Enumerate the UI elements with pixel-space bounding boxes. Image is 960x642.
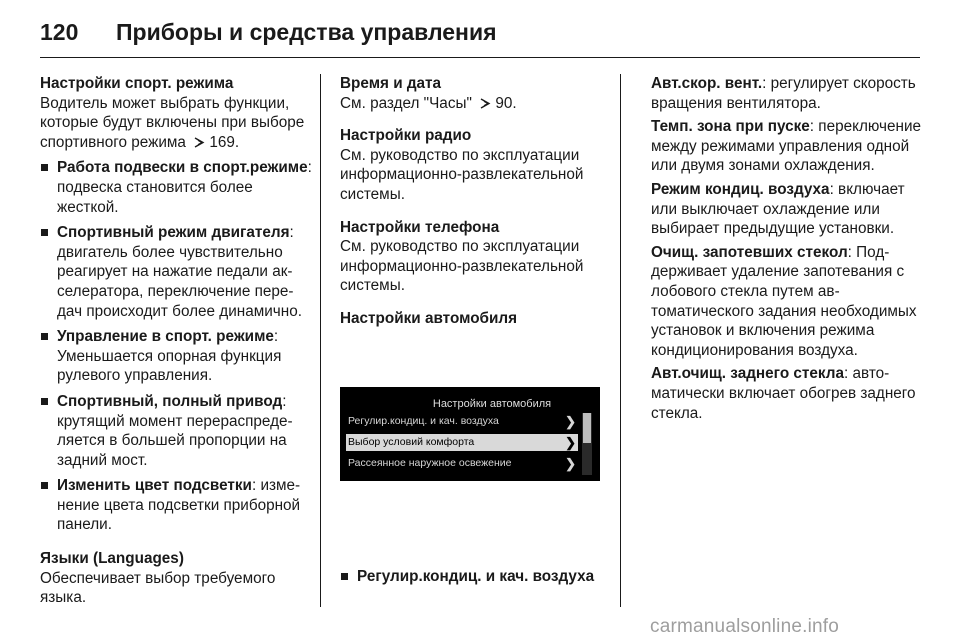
section-title-vehicle: Настройки автомобиля bbox=[340, 309, 518, 327]
option-term: Работа подвески в спорт.режиме bbox=[57, 159, 308, 177]
option-term: Регулир.кондиц. и кач. воздуха bbox=[357, 567, 595, 585]
option-term: Спортивный, полный привод bbox=[57, 392, 283, 410]
chapter-title: Приборы и средства управления bbox=[116, 19, 497, 45]
option-desc: : крутящий момент перераспределяется в большей пропорции на задний мост. bbox=[57, 392, 293, 469]
sport-intro bbox=[40, 94, 312, 153]
bullet-icon bbox=[41, 482, 48, 489]
option-term: Очищ. запотевших стекол bbox=[651, 243, 848, 261]
chevron-right-icon: ❯ bbox=[565, 434, 576, 450]
column-left bbox=[40, 74, 312, 608]
section-title-time: Время и дата bbox=[340, 75, 442, 92]
climate-option bbox=[651, 180, 923, 239]
option-term: Изменить цвет подсветки bbox=[57, 477, 252, 495]
column-divider-left bbox=[320, 74, 321, 607]
header-rule bbox=[40, 57, 920, 58]
display-row-label: Регулир.кондиц. и кач. воздуха bbox=[348, 414, 499, 427]
column-middle bbox=[340, 74, 604, 600]
list-item bbox=[40, 392, 312, 470]
option-term: Спортивный режим двигателя bbox=[57, 224, 290, 242]
option-desc: : Поддерживает удаление запотевания с лобового стекла путем автоматического задания необходимых установок и включения режима кондиционирования воздуха. bbox=[651, 243, 917, 359]
watermark: carmanualsonline.info bbox=[650, 616, 840, 637]
display-row-label: Рассеянное наружное освежение bbox=[348, 456, 512, 469]
languages-text: Обеспечивает выбор требуемого языка. bbox=[40, 569, 276, 607]
vehicle-options-list bbox=[340, 567, 604, 587]
climate-option bbox=[651, 364, 923, 423]
option-term: Темп. зона при пуске bbox=[651, 118, 810, 136]
bullet-icon bbox=[41, 164, 48, 171]
section-title-sport: Настройки спорт. режима bbox=[40, 75, 234, 92]
list-item bbox=[40, 327, 312, 386]
page-ref-icon bbox=[480, 98, 491, 109]
sport-intro-text: Водитель может выбрать функции, которые будут включены при выборе спортивного режима bbox=[40, 94, 305, 151]
page-number: 120 bbox=[40, 19, 79, 45]
bullet-icon bbox=[41, 398, 48, 405]
page-header bbox=[40, 13, 920, 55]
display-title: Настройки автомобиля bbox=[432, 397, 552, 410]
time-text: См. раздел "Часы" bbox=[340, 94, 472, 112]
display-scrollbar-thumb bbox=[583, 413, 591, 443]
option-term: Управление в спорт. режиме bbox=[57, 328, 274, 346]
option-desc: : изменение цвета подсветки приборной панели. bbox=[57, 477, 301, 534]
option-desc: : автоматически включает обогрев заднего стекла. bbox=[651, 365, 916, 422]
time-ref-page: 90. bbox=[491, 94, 517, 112]
sport-ref-page: 169. bbox=[205, 133, 240, 151]
list-item bbox=[40, 158, 312, 217]
display-menu-row bbox=[346, 455, 578, 472]
option-term: Режим кондиц. воздуха bbox=[651, 180, 830, 198]
page-ref-icon bbox=[194, 137, 205, 148]
display-screen bbox=[340, 387, 600, 481]
display-menu-row bbox=[346, 413, 578, 430]
chevron-right-icon: ❯ bbox=[565, 413, 576, 429]
bullet-icon bbox=[341, 573, 348, 580]
option-desc: : переключение между режимами управления одной или двумя зонами охлаждения. bbox=[651, 118, 921, 175]
list-item bbox=[40, 476, 312, 535]
list-item bbox=[340, 567, 604, 587]
sport-options-list bbox=[40, 158, 312, 535]
section-title-languages: Языки (Languages) bbox=[40, 550, 184, 568]
section-title-phone: Настройки телефона bbox=[340, 218, 500, 236]
option-desc: : подвеска становится более жесткой. bbox=[57, 159, 312, 216]
option-desc: : двигатель более чувствительно реагирует на нажатие педали акселератора, переключение передач происходит более динамично. bbox=[57, 224, 302, 320]
option-desc: : включает или выключает охлаждение или выбирает предыдущие установки. bbox=[651, 180, 905, 238]
phone-text: См. руководство по эксплуатации информационно-развлекательной системы. bbox=[340, 238, 584, 295]
bullet-icon bbox=[41, 333, 48, 340]
section-title-radio: Настройки радио bbox=[340, 127, 472, 145]
list-item bbox=[40, 223, 312, 321]
display-screenshot bbox=[340, 343, 604, 557]
option-term: Авт.очищ. заднего стекла bbox=[651, 365, 845, 383]
radio-text: См. руководство по эксплуатации информационно-развлекательной системы. bbox=[340, 146, 584, 203]
bullet-icon bbox=[41, 229, 48, 236]
climate-option bbox=[651, 243, 923, 361]
display-menu-row-selected bbox=[346, 434, 578, 451]
display-scrollbar bbox=[582, 413, 592, 475]
column-right bbox=[651, 74, 923, 427]
option-desc: : регулирует скорость вращения вентилятора. bbox=[651, 75, 916, 112]
column-divider-right bbox=[620, 74, 621, 607]
climate-option bbox=[651, 74, 923, 113]
chevron-right-icon: ❯ bbox=[565, 455, 576, 471]
option-desc: : Уменьшается опорная функция рулевого управления. bbox=[57, 328, 282, 385]
display-row-label: Выбор условий комфорта bbox=[348, 435, 475, 448]
time-text-block bbox=[340, 94, 604, 114]
option-term: Авт.скор. вент. bbox=[651, 75, 763, 92]
climate-option bbox=[651, 117, 923, 176]
